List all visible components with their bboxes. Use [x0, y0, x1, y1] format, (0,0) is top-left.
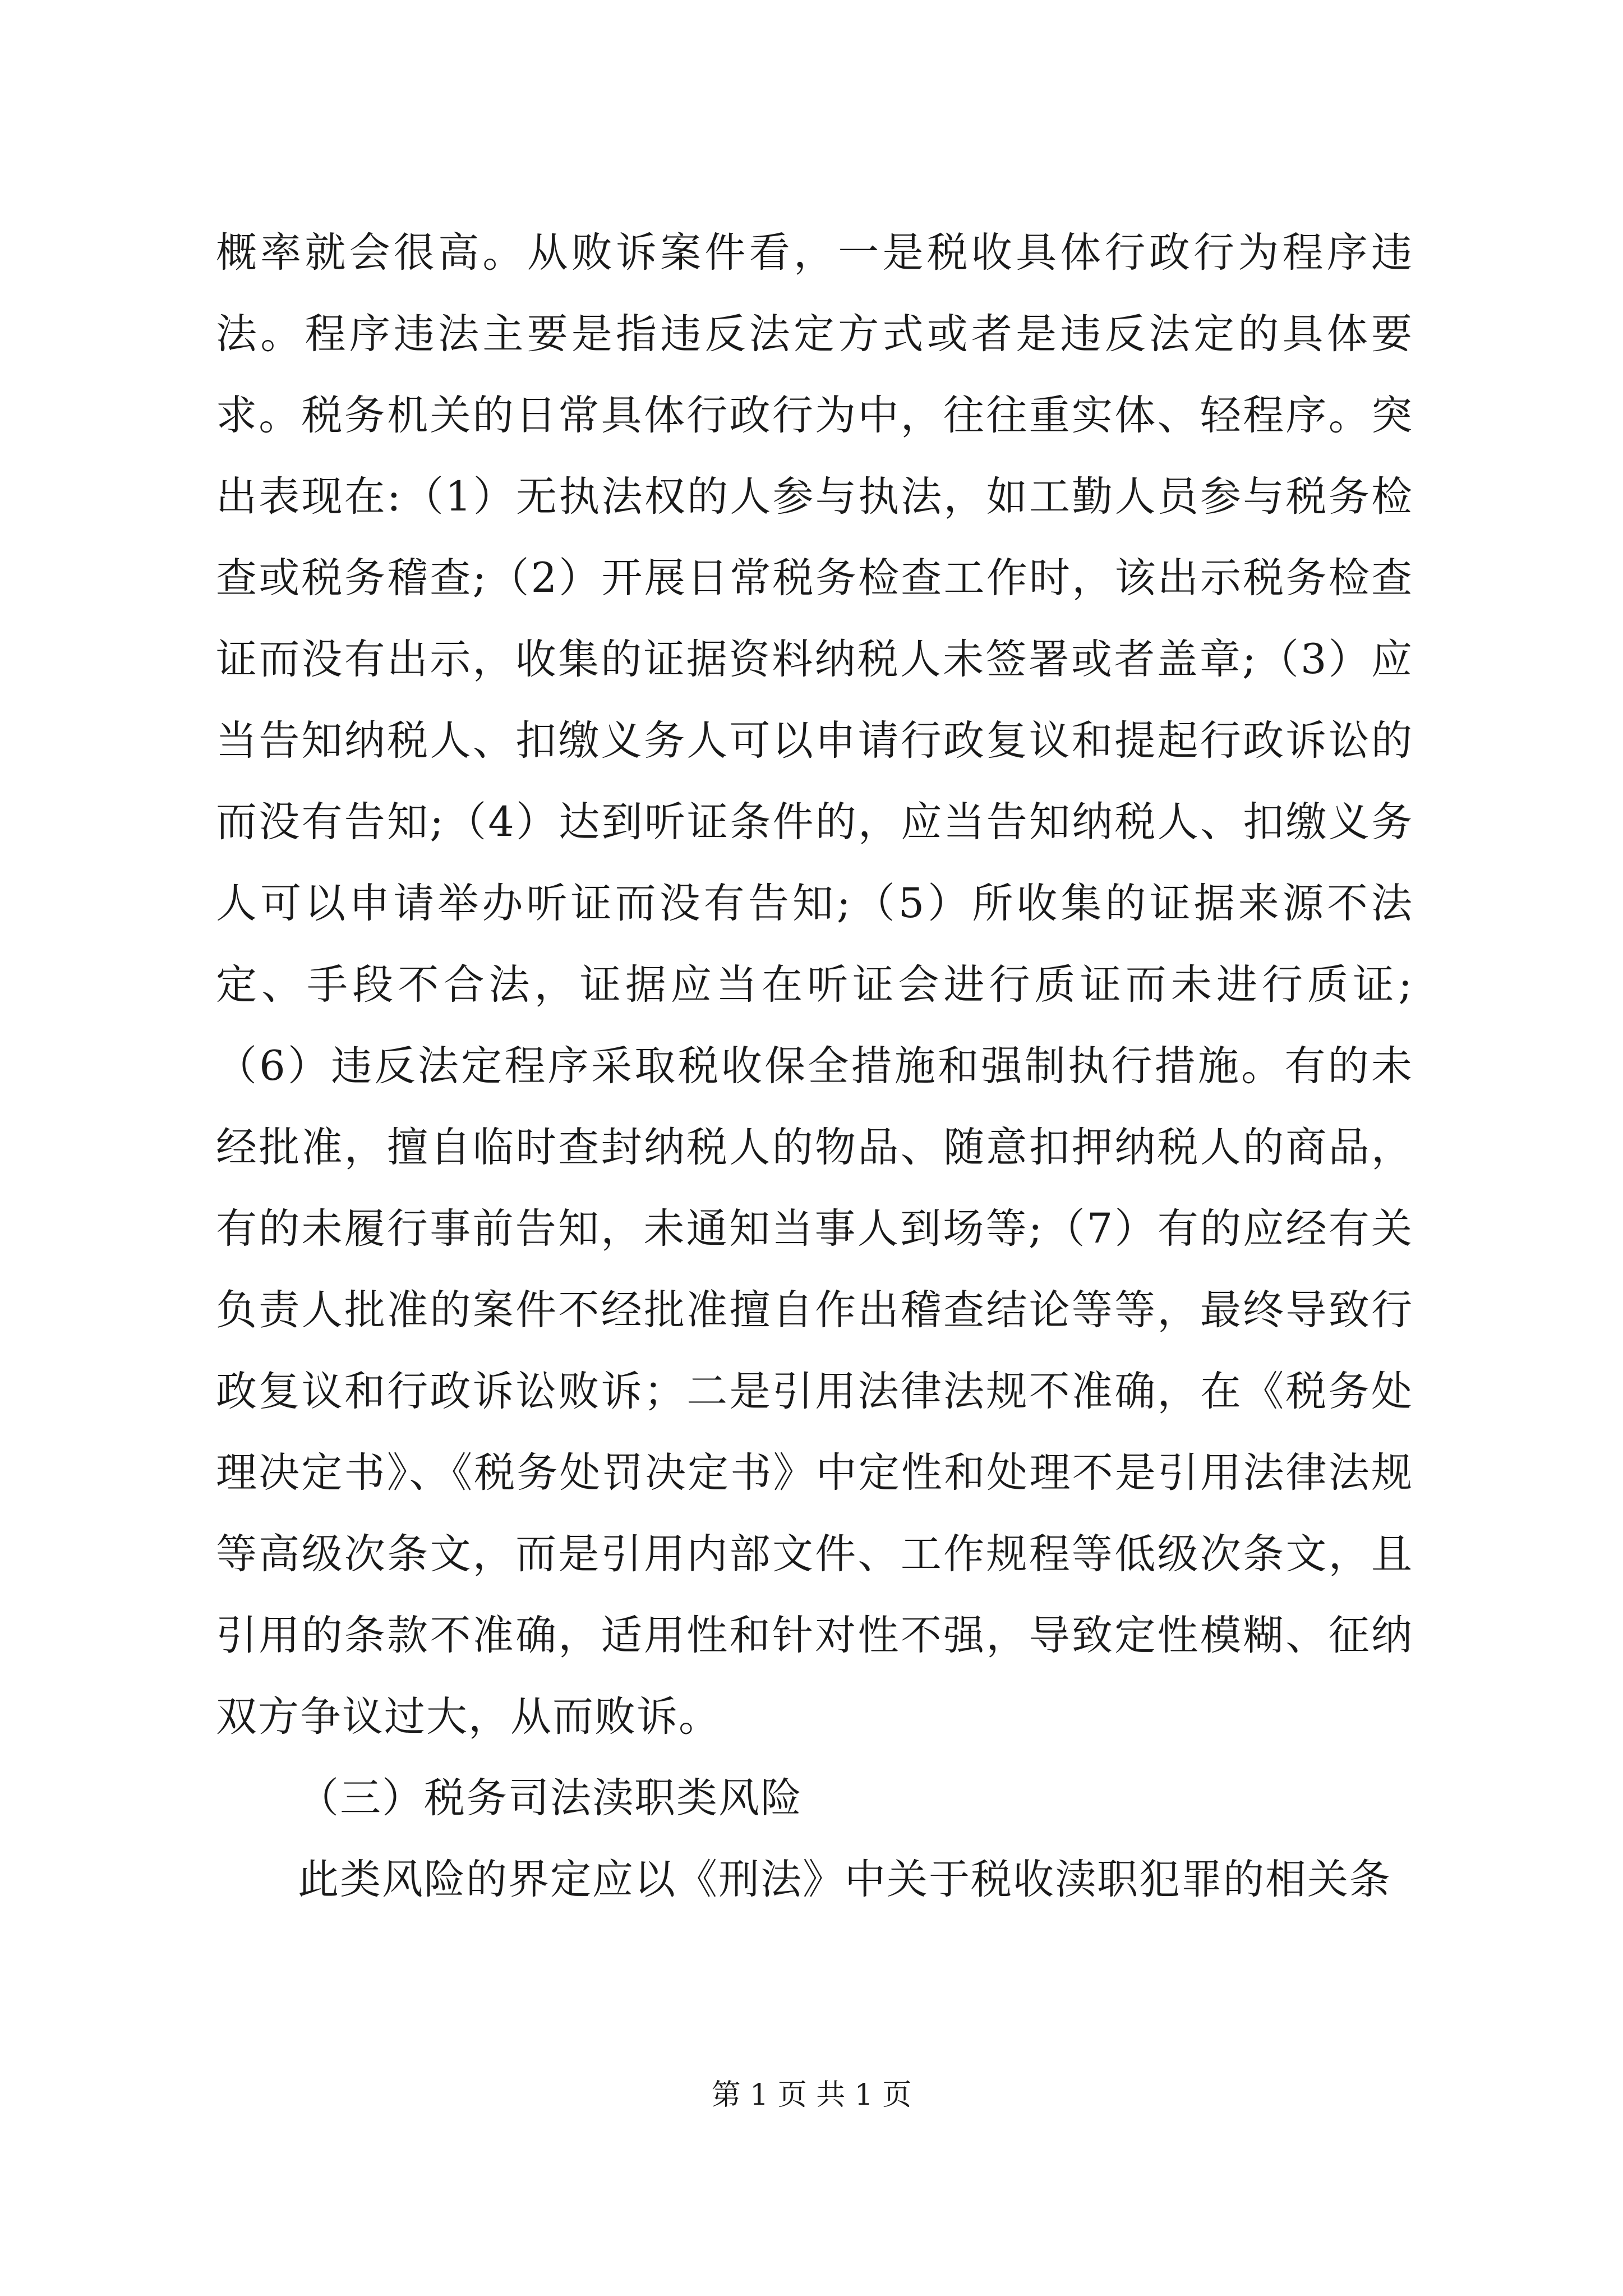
document-body: [216, 212, 1413, 1920]
paragraph: 此类风险的界定应以《刑法》中关于税收渎职犯罪的相关条: [298, 1856, 1391, 1903]
page-footer: 第 1 页 共 1 页: [711, 2078, 912, 2112]
section-heading: （三）税务司法渎职类风险: [298, 1774, 803, 1822]
paragraph-continuation: 概率就会很高。从败诉案件看，一是税收具体行政行为程序违法。程序违法主要是指违反法定方式或者是违反法定的具体要求。税务机关的日常具体行政行为中，往往重实体、轻程序。突出表现在:（1）无执法权的人参与执法，如工勤人员参与税务检查或税务稽查;（2）开展日常税务检查工作时，该出示税务检查证而没有出示，收集的证据资料纳税人未签署或者盖章;（3）应当告知纳税人、扣缴义务人可以申请行政复议和提起行政诉讼的而没有告知;（4）达到听证条件的，应当告知纳税人、扣缴义务人可以申请举办听证而没有告知;（5）所收集的证据来源不法定、手段不合法，证据应当在听证会进行质证而未进行质证;（6）违反法定程序采取税收保全措施和强制执行措施。有的未经批准，擅自临时查封纳税人的物品、随意扣押纳税人的商品，有的未履行事前告知，未通知当事人到场等;（7）有的应经有关负责人批准的案件不经批准擅自作出稽查结论等等，最终导致行政复议和行政诉讼败诉；二是引用法律法规不准确，在《税务处理决定书》、《税务处罚决定书》中定性和处理不是引用法律法规等高级次条文，而是引用内部文件、工作规程等低级次条文，且引用的条款不准确，适用性和针对性不强，导致定性模糊、征纳双方争议过大，从而败诉。: [216, 229, 1413, 1741]
